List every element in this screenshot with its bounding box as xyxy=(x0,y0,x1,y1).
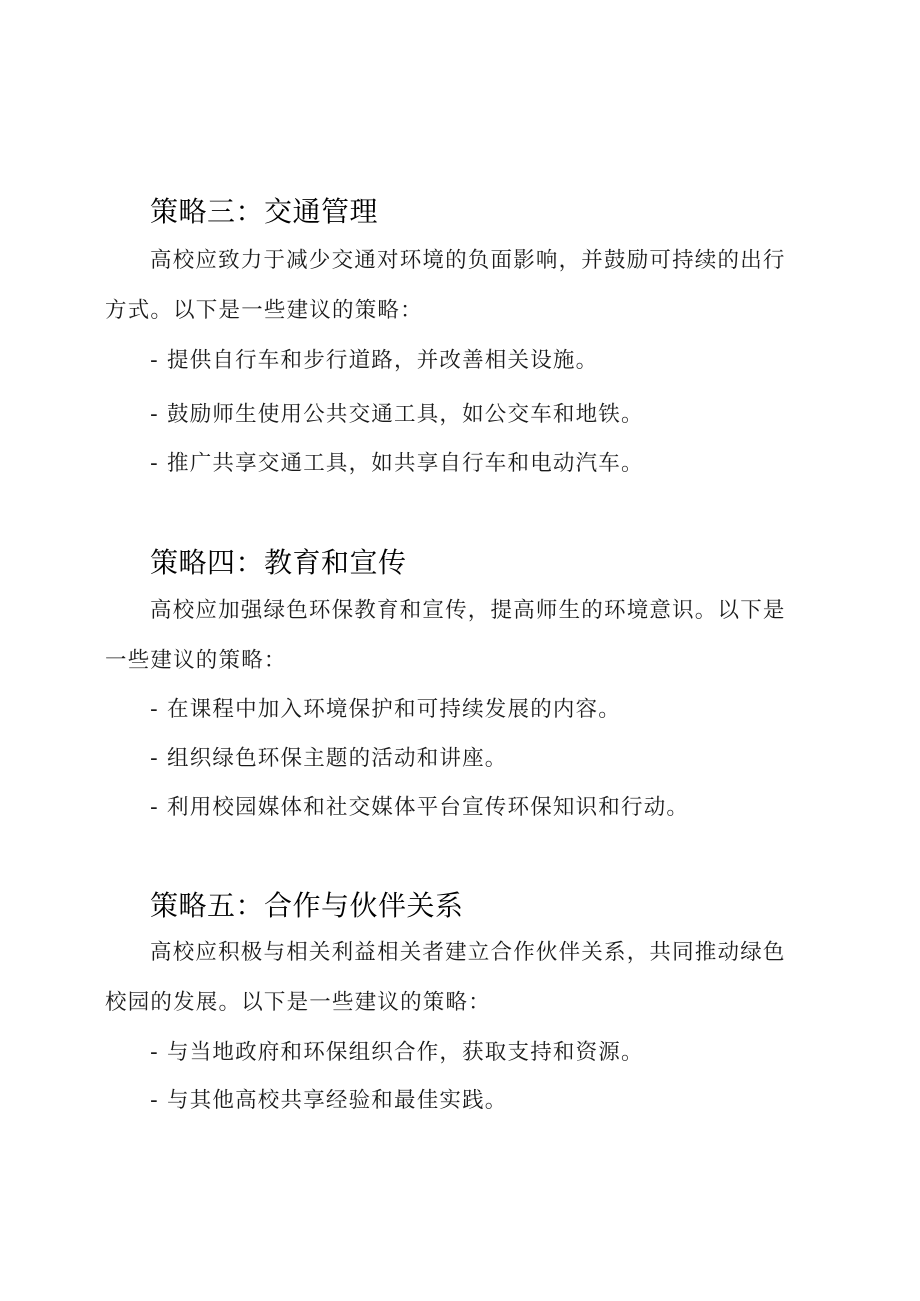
list-item: - 与当地政府和环保组织合作，获取支持和资源。 xyxy=(150,1040,644,1065)
section-heading-education: 策略四：教育和宣传 xyxy=(150,546,407,579)
list-item: - 推广共享交通工具，如共享自行车和电动汽车。 xyxy=(150,451,644,476)
section-intro-traffic: 高校应致力于减少交通对环境的负面影响，并鼓励可持续的出行方式。以下是一些建议的策略： xyxy=(105,248,786,323)
section-heading-partnership: 策略五：合作与伙伴关系 xyxy=(150,889,464,922)
list-item: - 利用校园媒体和社交媒体平台宣传环保知识和行动。 xyxy=(150,795,690,820)
list-item: - 在课程中加入环境保护和可持续发展的内容。 xyxy=(150,697,621,722)
section-intro-education: 高校应加强绿色环保教育和宣传，提高师生的环境意识。以下是一些建议的策略： xyxy=(105,598,786,673)
list-item: - 组织绿色环保主题的活动和讲座。 xyxy=(150,746,508,771)
section-intro-partnership: 高校应积极与相关利益相关者建立合作伙伴关系，共同推动绿色校园的发展。以下是一些建议的策略： xyxy=(105,940,786,1015)
list-item: - 鼓励师生使用公共交通工具，如公交车和地铁。 xyxy=(150,402,644,427)
list-item: - 提供自行车和步行道路，并改善相关设施。 xyxy=(150,348,599,373)
section-heading-traffic: 策略三：交通管理 xyxy=(150,195,379,228)
list-item: - 与其他高校共享经验和最佳实践。 xyxy=(150,1088,508,1113)
